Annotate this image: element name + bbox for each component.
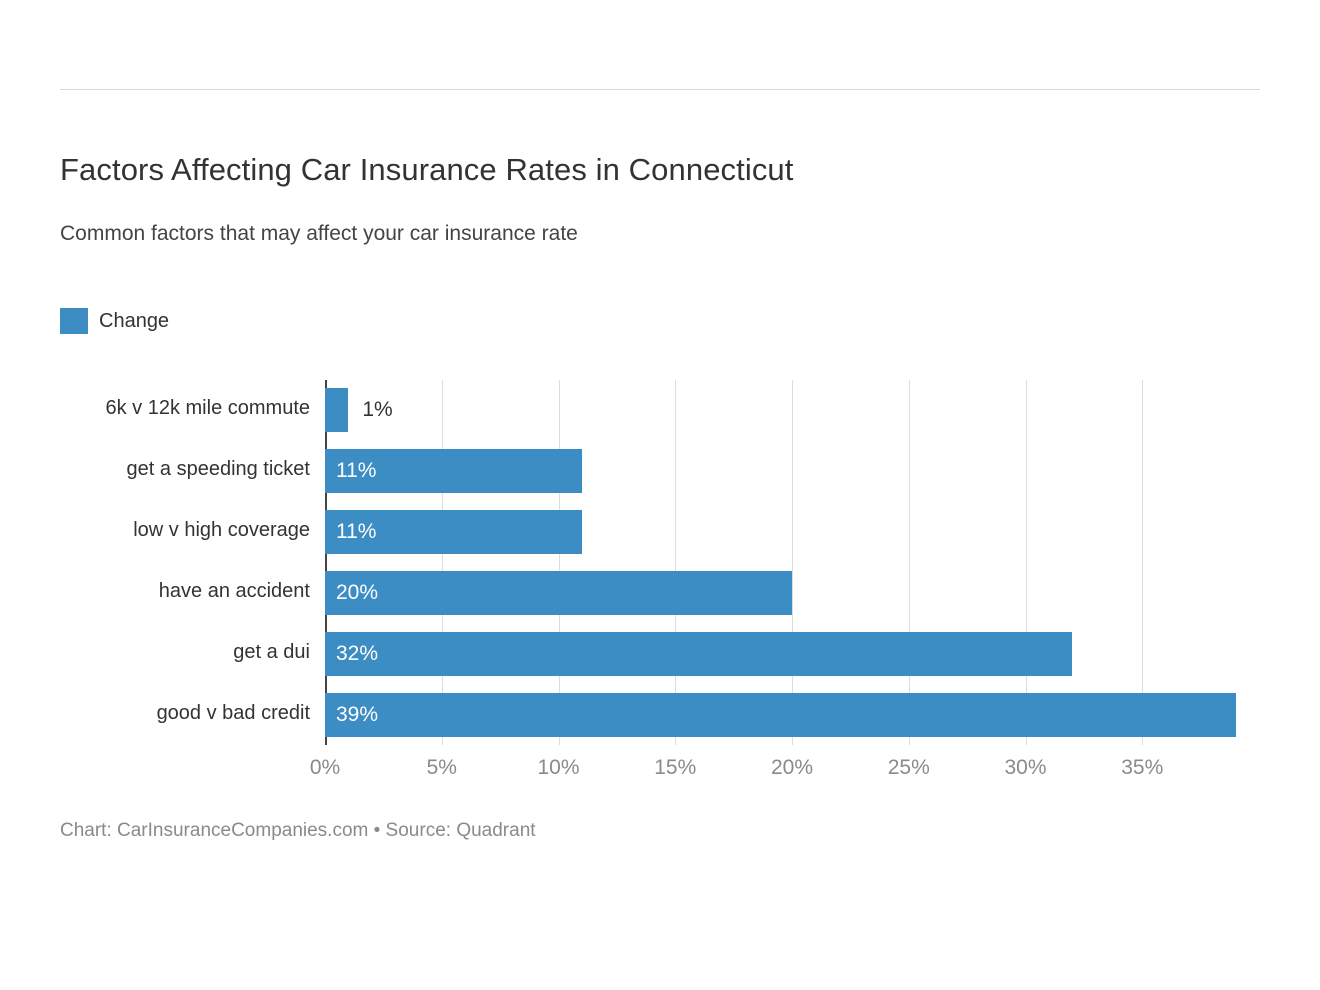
- gridline: [675, 380, 676, 745]
- gridline: [1026, 380, 1027, 745]
- x-axis-tick-label: 25%: [887, 756, 930, 779]
- bar-value-label: 1%: [362, 398, 393, 422]
- bar: [325, 510, 582, 554]
- legend-label-change: Change: [99, 309, 170, 332]
- x-axis-tick-label: 10%: [537, 756, 580, 779]
- y-axis-line: [325, 380, 327, 745]
- bar: [325, 388, 348, 432]
- bar-value-label: 11%: [336, 520, 377, 544]
- source-note: Chart: CarInsuranceCompanies.com • Source: Quadrant: [60, 820, 536, 841]
- y-axis-category-label: 6k v 12k mile commute: [105, 397, 310, 420]
- bar: [325, 693, 1236, 737]
- divider-top: [60, 89, 1260, 90]
- bar: [325, 571, 792, 615]
- y-axis-category-label: have an accident: [158, 579, 310, 602]
- bar: [325, 449, 582, 493]
- x-axis-tick-label: 35%: [1121, 756, 1164, 779]
- gridline: [442, 380, 443, 745]
- legend-swatch-change: [60, 308, 88, 334]
- y-axis-category-label: good v bad credit: [156, 701, 310, 724]
- bar-value-label: 39%: [336, 702, 379, 726]
- x-axis-tick-label: 20%: [770, 756, 814, 779]
- y-axis-category-label: get a dui: [233, 640, 310, 663]
- x-axis-tick-label: 15%: [654, 756, 697, 779]
- bar: [325, 632, 1072, 676]
- gridline: [559, 380, 560, 745]
- x-axis-tick-label: 0%: [309, 756, 341, 779]
- gridline: [1142, 380, 1143, 745]
- plot-area: [105, 380, 1259, 779]
- chart-legend: [60, 308, 169, 334]
- gridline: [792, 380, 793, 745]
- chart-subtitle: Common factors that may affect your car insurance rate: [60, 222, 578, 245]
- bar-value-label: 32%: [336, 641, 379, 665]
- bar-value-label: 20%: [336, 580, 379, 604]
- gridline: [909, 380, 910, 745]
- bar-value-label: 11%: [336, 459, 377, 483]
- y-axis-category-label: get a speeding ticket: [126, 458, 310, 481]
- x-axis-tick-label: 30%: [1004, 756, 1047, 779]
- y-axis-category-label: low v high coverage: [133, 519, 310, 542]
- page-title: Factors Affecting Car Insurance Rates in Connecticut: [60, 152, 794, 187]
- x-axis-tick-label: 5%: [426, 756, 457, 779]
